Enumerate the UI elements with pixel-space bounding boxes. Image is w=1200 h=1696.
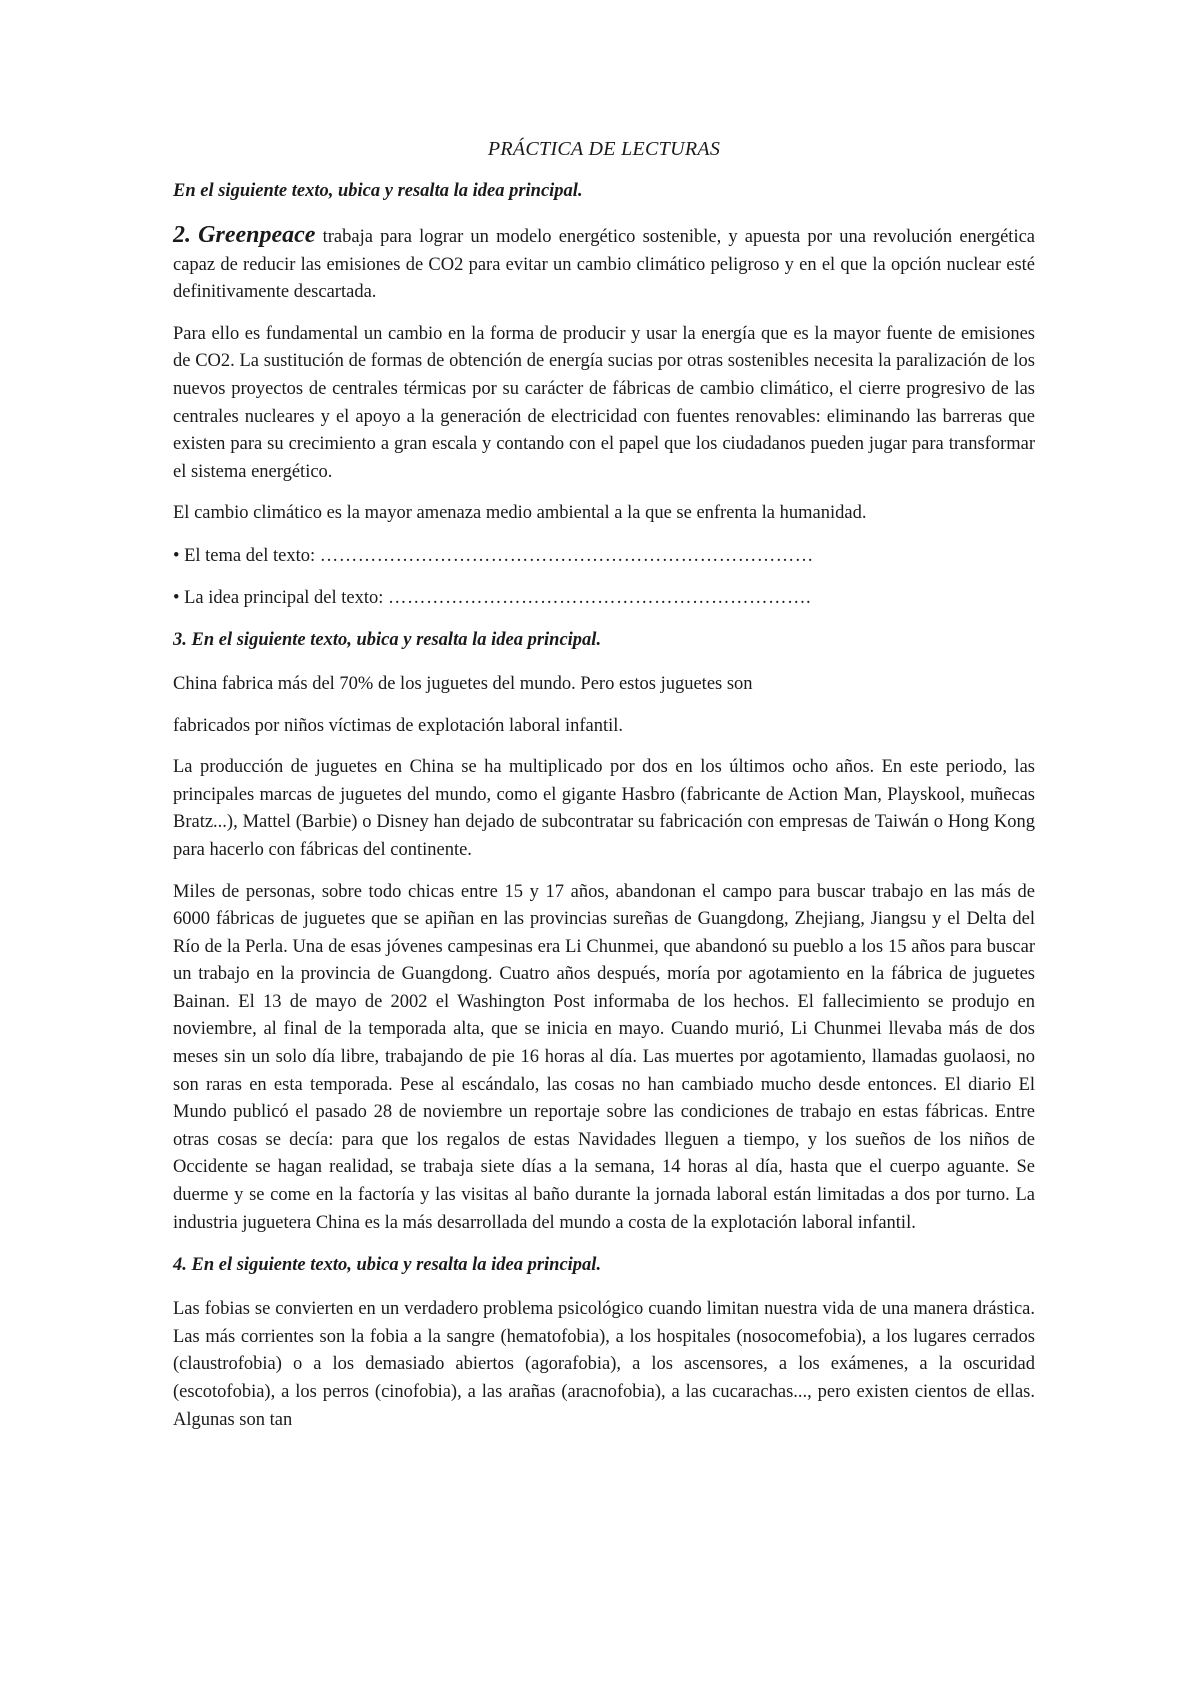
document-page (173, 138, 1035, 1448)
page-title: PRÁCTICA DE LECTURAS (487, 138, 721, 160)
fobias-paragraph-1: Las fobias se convierten en un verdadero problema psicológico cuando limitan nuestra vida de una manera drástica. Las más corrientes son la fobia a la sangre (hematofobia), a los hospitales (nosocomefobia), a los lugares cerrados (claustrofobia) o a los demasiado abiertos (agorafobia), a los ascensores, a los exámenes, a la oscuridad (escotofobia), a los perros (cinofobia), a las arañas (aracnofobia), a las cucarachas..., pero existen cientos de ellas. Algunas son tan (173, 1299, 1035, 1430)
bullet-idea-label: • La idea principal del texto: (173, 587, 389, 608)
china-paragraph-2: fabricados por niños víctimas de explotación laboral infantil. (173, 715, 624, 736)
bullet-tema-blank: …………………………………………………………………… (319, 545, 814, 566)
bullet-idea-principal (173, 584, 1035, 612)
bullet-idea-blank: …………………………………………………………. (388, 587, 812, 608)
china-paragraph-4: Miles de personas, sobre todo chicas entre 15 y 17 años, abandonan el campo para buscar trabajo en las más de 6000 fábricas de juguetes que se apiñan en las provincias sureñas de Guangdong, Zhejiang, Jiangsu y el Delta del Río de la Perla. Una de esas jóvenes campesinas era Li Chunmei, que abandonó su pueblo a los 15 años para buscar un trabajo en la provincia de Guangdong. Cuatro años después, moría por agotamiento en la fábrica de juguetes Bainan. El 13 de mayo de 2002 el Washington Post informaba de los hechos. El fallecimiento se produjo en noviembre, al final de la temporada alta, que se inicia en mayo. Cuando murió, Li Chunmei llevaba más de dos meses sin un solo día libre, trabajando de pie 16 horas al día. Las muertes por agotamiento, llamadas guolaosi, no son raras en esta temporada. Pese al escándalo, las cosas no han cambiado mucho desde entonces. El diario El Mundo publicó el pasado 28 de noviembre un reportaje sobre las condiciones de trabajo en estas fábricas. Entre otras cosas se decía: para que los regalos de estas Navidades lleguen a tiempo, y los sueños de los niños de Occidente se hagan realidad, se trabaja siete días a la semana, 14 horas al día, hasta que el cuerpo aguante. Se duerme y se come en la factoría y las visitas al baño durante la jornada laboral están limitadas a dos por turno. La industria juguetera China es la más desarrollada del mundo a costa de la explotación laboral infantil. (173, 881, 1035, 1233)
bullet-tema (173, 542, 1035, 570)
paragraph-text: trabaja para lograr un modelo energético sostenible, y apuesta por una revolución energética capaz de reducir las emisiones de CO2 para evitar un cambio climático peligroso y en el que la opción nuclear esté definitivamente descartada. (173, 227, 1036, 303)
greenpeace-paragraph-1 (173, 222, 1035, 307)
section-number: 2. (173, 222, 191, 248)
china-paragraph-1: China fabrica más del 70% de los juguetes del mundo. Pero estos juguetes son (173, 673, 753, 694)
instruction-heading: En el siguiente texto, ubica y resalta la idea principal. (173, 181, 583, 201)
lead-word: Greenpeace (198, 222, 316, 248)
greenpeace-paragraph-3: El cambio climático es la mayor amenaza medio ambiental a la que se enfrenta la humanidad. (173, 503, 867, 524)
bullet-tema-label: • El tema del texto: (173, 545, 320, 566)
china-paragraph-3: La producción de juguetes en China se ha multiplicado por dos en los últimos ocho años. En este periodo, las principales marcas de juguetes del mundo, como el gigante Hasbro (fabricante de Action Man, Playskool, muñecas Bratz...), Mattel (Barbie) o Disney han dejado de subcontratar su fabricación con empresas de Taiwán o Hong Kong para hacerlo con fábricas del continente. (173, 757, 1035, 860)
section-3-heading: 3. En el siguiente texto, ubica y resalta la idea principal. (173, 629, 602, 650)
greenpeace-paragraph-2: Para ello es fundamental un cambio en la forma de producir y usar la energía que es la mayor fuente de emisiones de CO2. La sustitución de formas de obtención de energía sucias por otras sostenibles necesita la paralización de los nuevos proyectos de centrales térmicas por su carácter de fábricas de cambio climático, el cierre progresivo de las centrales nucleares y el apoyo a la generación de electricidad con fuentes renovables: eliminando las barreras que existen para su crecimiento a gran escala y contando con el papel que los ciudadanos pueden jugar para transformar el sistema energético. (173, 323, 1035, 482)
section-4-heading: 4. En el siguiente texto, ubica y resalta la idea principal. (173, 1255, 602, 1276)
